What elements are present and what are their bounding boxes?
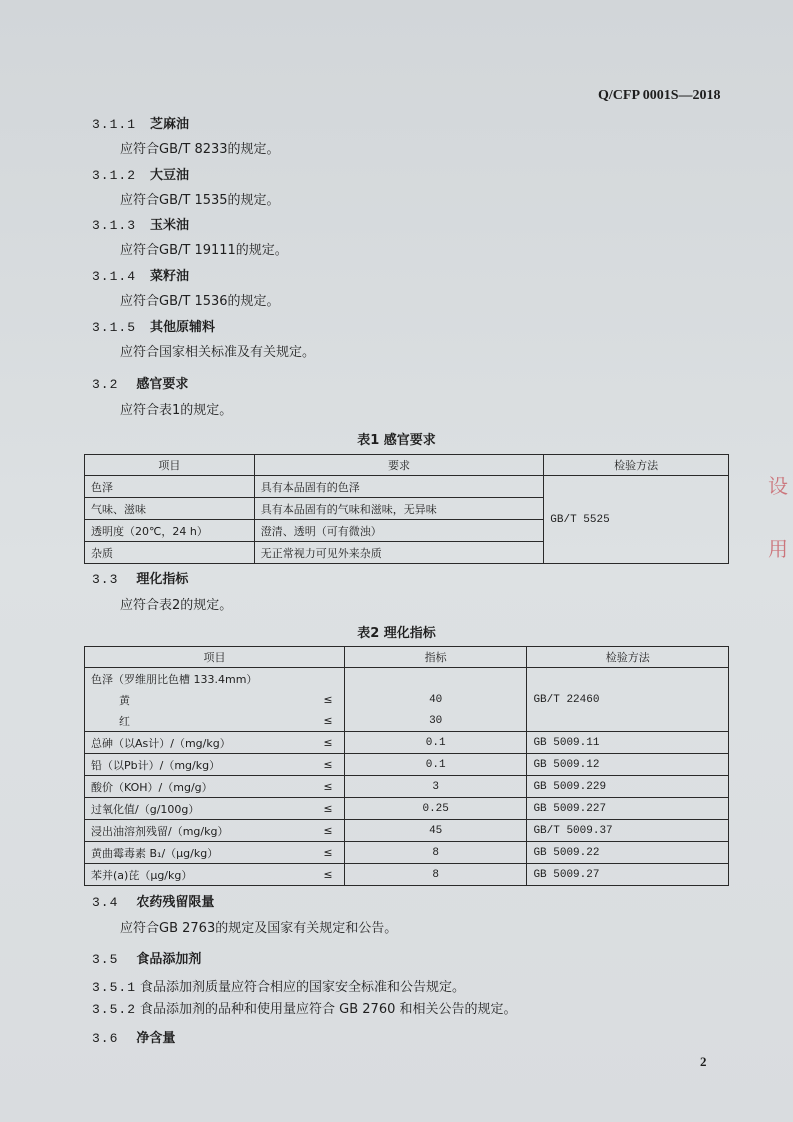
table2	[84, 646, 729, 886]
table2-caption: 表2 理化指标	[357, 626, 436, 641]
document-code: Q/CFP 0001S—2018	[598, 88, 721, 103]
table1-req: 具有本品固有的色泽	[254, 476, 543, 498]
table2-sym: ≤	[312, 842, 344, 864]
table2-method: GB 5009.227	[527, 798, 729, 820]
heading-3-4: 3.4 农药残留限量	[92, 895, 215, 910]
table1-item: 色泽	[85, 476, 255, 498]
table2-value: 8	[344, 864, 527, 886]
table2-value: 0.1	[344, 732, 527, 754]
table2-header-value: 指标	[344, 647, 527, 668]
table2-method: GB/T 5009.37	[527, 820, 729, 842]
table-row	[85, 732, 729, 754]
table2-item: 浸出油溶剂残留/（mg/kg）	[85, 820, 312, 842]
table1-item: 气味、滋味	[85, 498, 255, 520]
text-3-5-1: 3.5.1 食品添加剂质量应符合相应的国家安全标准和公告规定。	[92, 980, 466, 995]
table2-sym: ≤	[312, 776, 344, 798]
table2-value: 3	[344, 776, 527, 798]
table2-item: 过氧化值/（g/100g）	[85, 798, 312, 820]
table2-item: 苯并(a)芘（μg/kg）	[85, 864, 312, 886]
stamp-fragment: 设 用	[768, 474, 788, 561]
heading-3-1-1: 3.1.1 芝麻油	[92, 117, 190, 132]
page-number: 2	[700, 1054, 707, 1069]
table2-item: 红	[85, 710, 312, 732]
table-row	[85, 864, 729, 886]
table2-method: GB 5009.27	[527, 864, 729, 886]
table1-method: GB/T 5525	[544, 476, 729, 564]
table1-header-row	[85, 455, 729, 476]
table2-header-method: 检验方法	[527, 647, 729, 668]
table1-header-method: 检验方法	[544, 455, 729, 476]
table-row	[85, 842, 729, 864]
table1-item: 杂质	[85, 542, 255, 564]
table2-value: 40	[344, 689, 527, 710]
table2-sym: ≤	[312, 754, 344, 776]
table2-value: 0.25	[344, 798, 527, 820]
table2-sym: ≤	[312, 820, 344, 842]
text-3-5-2: 3.5.2 食品添加剂的品种和使用量应符合 GB 2760 和相关公告的规定。	[92, 1002, 517, 1017]
table-row	[85, 798, 729, 820]
table2-value: 8	[344, 842, 527, 864]
table2-method: GB 5009.11	[527, 732, 729, 754]
table-row	[85, 476, 729, 498]
table2-value: 0.1	[344, 754, 527, 776]
table2-value: 30	[344, 710, 527, 732]
heading-3-1-4: 3.1.4 菜籽油	[92, 269, 190, 284]
table2-color-label: 色泽（罗维朋比色槽 133.4mm）	[85, 668, 345, 690]
table-row	[85, 820, 729, 842]
table1-caption: 表1 感官要求	[357, 433, 436, 448]
text-3-4: 应符合GB 2763的规定及国家有关规定和公告。	[120, 921, 398, 936]
table2-sym: ≤	[312, 732, 344, 754]
heading-3-1-5: 3.1.5 其他原辅料	[92, 320, 216, 335]
table1-header-item: 项目	[85, 455, 255, 476]
table2-color-method: GB/T 22460	[527, 668, 729, 732]
table2-sym: ≤	[312, 689, 344, 710]
table1-req: 无正常视力可见外来杂质	[254, 542, 543, 564]
text-3-1-2: 应符合GB/T 1535的规定。	[120, 193, 280, 208]
heading-3-1-3: 3.1.3 玉米油	[92, 218, 190, 233]
table1	[84, 454, 729, 564]
table2-method: GB 5009.22	[527, 842, 729, 864]
heading-3-1-2: 3.1.2 大豆油	[92, 168, 190, 183]
heading-3-2: 3.2 感官要求	[92, 377, 189, 392]
table1-req: 澄清、透明（可有微浊）	[254, 520, 543, 542]
table2-sym: ≤	[312, 864, 344, 886]
table2-item: 铅（以Pb计）/（mg/kg）	[85, 754, 312, 776]
text-3-1-5: 应符合国家相关标准及有关规定。	[120, 345, 316, 360]
table2-header-item: 项目	[85, 647, 345, 668]
table-row	[85, 668, 729, 690]
table1-item: 透明度（20℃，24 h）	[85, 520, 255, 542]
table2-sym: ≤	[312, 710, 344, 732]
text-3-1-3: 应符合GB/T 19111的规定。	[120, 243, 288, 258]
table-row	[85, 754, 729, 776]
text-3-1-4: 应符合GB/T 1536的规定。	[120, 294, 280, 309]
heading-3-5: 3.5 食品添加剂	[92, 952, 202, 967]
table2-header-row	[85, 647, 729, 668]
text-3-2: 应符合表1的规定。	[120, 403, 233, 418]
table2-item: 黄	[85, 689, 312, 710]
table2-item: 酸价（KOH）/（mg/g）	[85, 776, 312, 798]
table2-item: 黄曲霉毒素 B₁/（μg/kg）	[85, 842, 312, 864]
table1-header-req: 要求	[254, 455, 543, 476]
heading-3-3: 3.3 理化指标	[92, 572, 189, 587]
table1-req: 具有本品固有的气味和滋味，无异味	[254, 498, 543, 520]
table2-method: GB 5009.229	[527, 776, 729, 798]
table2-item: 总砷（以As计）/（mg/kg）	[85, 732, 312, 754]
table2-method: GB 5009.12	[527, 754, 729, 776]
text-3-3: 应符合表2的规定。	[120, 598, 233, 613]
table-row	[85, 776, 729, 798]
table2-value: 45	[344, 820, 527, 842]
table2-sym: ≤	[312, 798, 344, 820]
text-3-1-1: 应符合GB/T 8233的规定。	[120, 142, 280, 157]
heading-3-6: 3.6 净含量	[92, 1031, 176, 1046]
